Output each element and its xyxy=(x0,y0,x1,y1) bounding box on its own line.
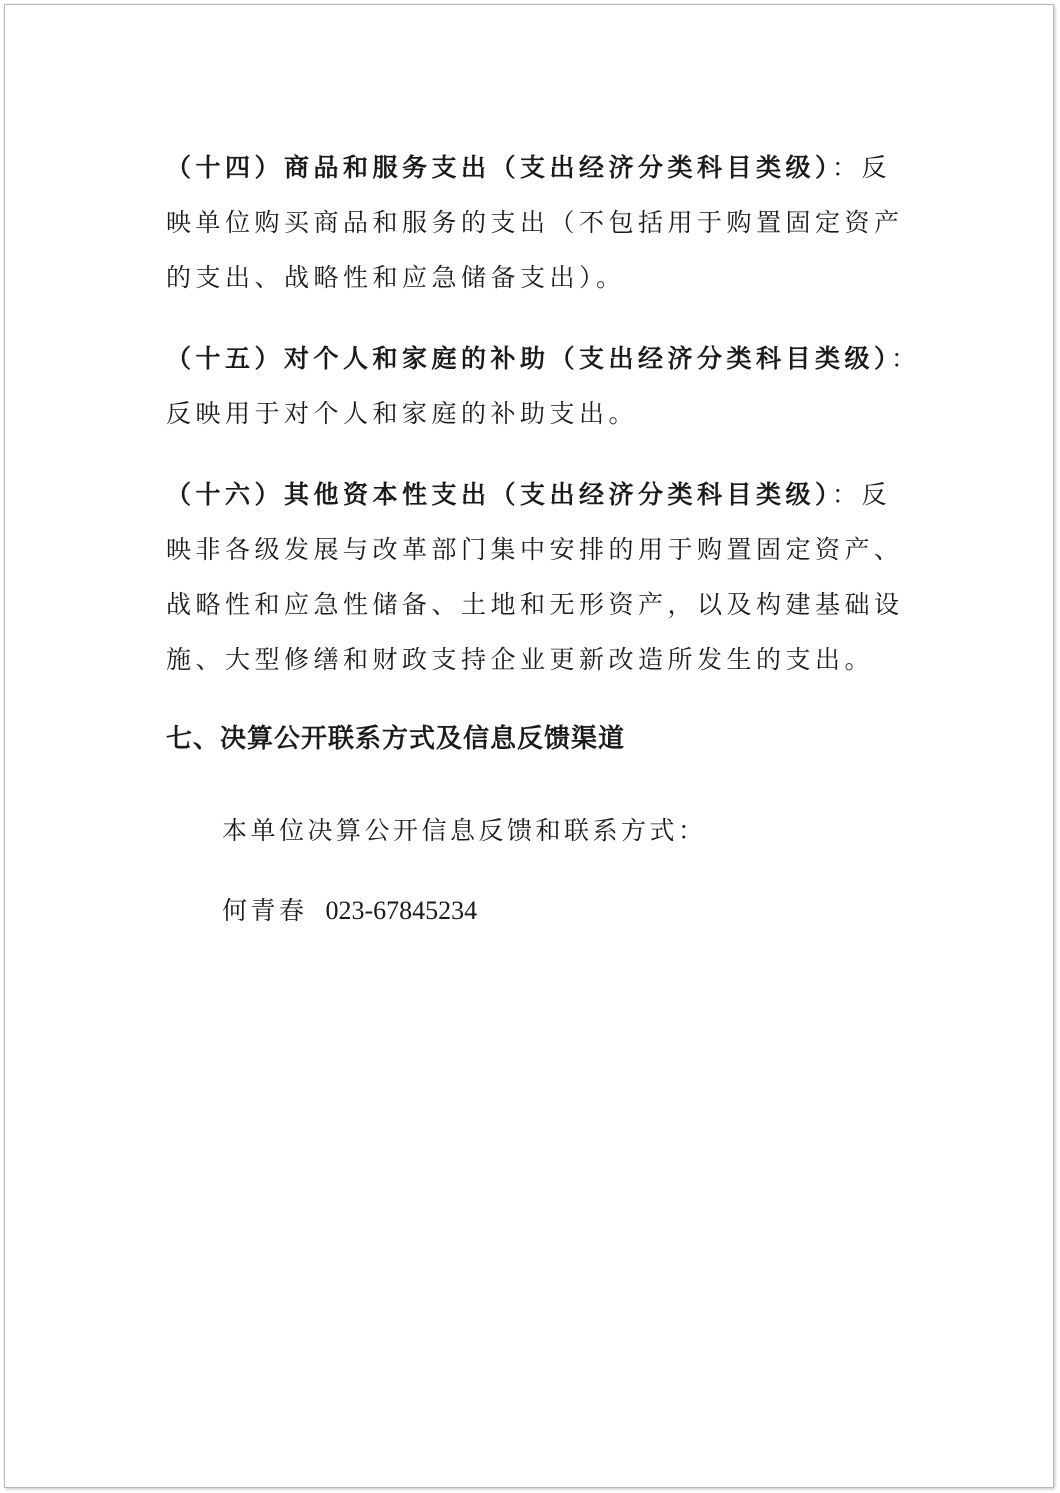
item-15 xyxy=(166,331,921,441)
item-14 xyxy=(166,140,904,305)
item-16-line-3: 战略性和应急性储备、土地和无形资产，以及构建基础设 xyxy=(166,590,904,619)
item-16-line-1 xyxy=(166,467,896,522)
contact-phone: 023-67845234 xyxy=(325,896,478,925)
item-16-heading: （十六）其他资本性支出（支出经济分类科目类级） xyxy=(166,480,833,509)
section-7-intro: 本单位决算公开信息反馈和联系方式： xyxy=(222,816,707,845)
item-14-heading-tail: ：反 xyxy=(832,153,892,182)
page-content xyxy=(166,140,921,931)
item-16-line-2: 映非各级发展与改革部门集中安排的用于购置固定资产、 xyxy=(166,535,904,564)
item-15-heading: （十五）对个人和家庭的补助（支出经济分类科目类级） xyxy=(166,344,892,373)
item-16-line-4: 施、大型修缮和财政支持企业更新改造所发生的支出。 xyxy=(166,645,875,674)
item-14-line-2: 映单位购买商品和服务的支出（不包括用于购置固定资产 xyxy=(166,208,904,237)
contact-name: 何青春 xyxy=(222,896,308,925)
item-15-heading-tail: ： xyxy=(891,344,921,373)
section-7-title: 七、决算公开联系方式及信息反馈渠道 xyxy=(166,724,626,754)
item-16-heading-tail: ：反 xyxy=(832,480,892,509)
item-14-line-3: 的支出、战略性和应急储备支出）。 xyxy=(166,263,626,292)
item-15-line-1 xyxy=(166,331,921,386)
contact-line xyxy=(166,891,896,931)
item-16 xyxy=(166,467,904,687)
item-15-line-2: 反映用于对个人和家庭的补助支出。 xyxy=(166,399,639,428)
item-14-line-1 xyxy=(166,140,896,195)
item-14-heading: （十四）商品和服务支出（支出经济分类科目类级） xyxy=(166,153,833,182)
